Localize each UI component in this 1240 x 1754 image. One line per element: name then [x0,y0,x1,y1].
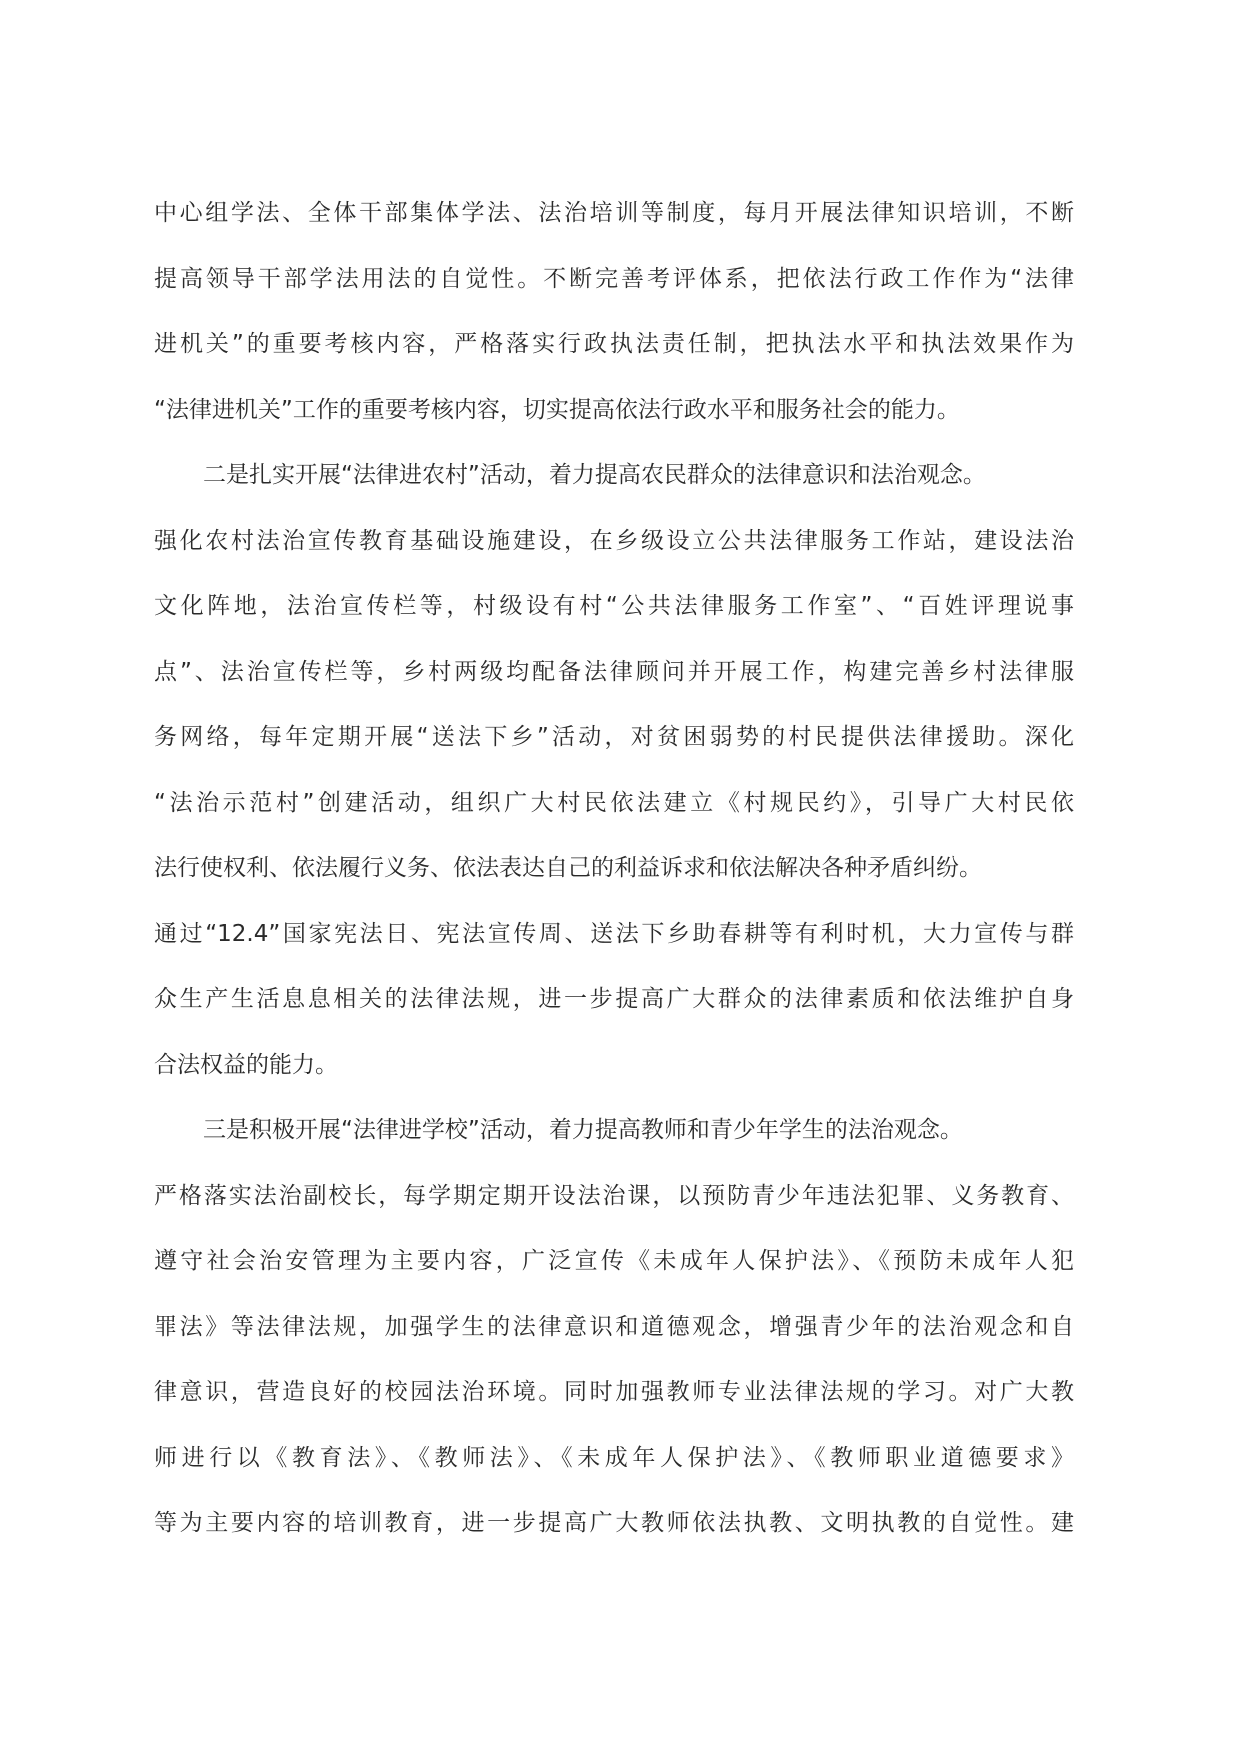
body-line: 等为主要内容的培训教育，进一步提高广大教师依法执教、文明执教的自觉性。建 [154,1510,1074,1536]
body-line: 强化农村法治宣传教育基础设施建设，在乡级设立公共法律服务工作站，建设法治 [154,527,1074,554]
body-line: 罪法》等法律法规，加强学生的法律意识和道德观念，增强青少年的法治观念和自 [154,1313,1074,1340]
body-line: 文化阵地，法治宣传栏等，村级设有村“公共法律服务工作室”、“百姓评理说事 [154,593,1074,619]
paragraph-heading-line: 二是扎实开展“法律进农村”活动，着力提高农民群众的法律意识和法治观念。 [203,462,986,488]
body-line: “法治示范村”创建活动，组织广大村民依法建立《村规民约》，引导广大村民依 [154,789,1074,816]
body-line: 法行使权利、依法履行义务、依法表达自己的利益诉求和依法解决各种矛盾纠纷。 [154,855,982,881]
body-line: 师进行以《教育法》、《教师法》、《未成年人保护法》、《教师职业道德要求》 [154,1444,1074,1471]
body-line: 中心组学法、全体干部集体学法、法治培训等制度，每月开展法律知识培训，不断 [154,200,1074,226]
body-line: 律意识，营造良好的校园法治环境。同时加强教师专业法律法规的学习。对广大教 [154,1379,1074,1405]
body-line: 通过“12.4”国家宪法日、宪法宣传周、送法下乡助春耕等有利时机，大力宣传与群 [154,920,1074,947]
document-body [154,181,1074,1557]
body-line: 点”、法治宣传栏等，乡村两级均配备法律顾问并开展工作，构建完善乡村法律服 [154,658,1074,685]
body-line: 合法权益的能力。 [154,1051,338,1078]
body-line: “法律进机关”工作的重要考核内容，切实提高依法行政水平和服务社会的能力。 [154,396,960,423]
body-line: 务网络，每年定期开展“送法下乡”活动，对贫困弱势的村民提供法律援助。深化 [154,724,1074,750]
body-line: 进机关”的重要考核内容，严格落实行政执法责任制，把执法水平和执法效果作为 [154,331,1074,357]
body-line: 众生产生活息息相关的法律法规，进一步提高广大群众的法律素质和依法维护自身 [154,986,1074,1012]
body-line: 提高领导干部学法用法的自觉性。不断完善考评体系，把依法行政工作作为“法律 [154,265,1074,292]
body-line: 严格落实法治副校长，每学期定期开设法治课，以预防青少年违法犯罪、义务教育、 [154,1182,1074,1209]
body-line: 遵守社会治安管理为主要内容，广泛宣传《未成年人保护法》、《预防未成年人犯 [154,1248,1074,1274]
paragraph-heading-line: 三是积极开展“法律进学校”活动，着力提高教师和青少年学生的法治观念。 [203,1117,963,1143]
